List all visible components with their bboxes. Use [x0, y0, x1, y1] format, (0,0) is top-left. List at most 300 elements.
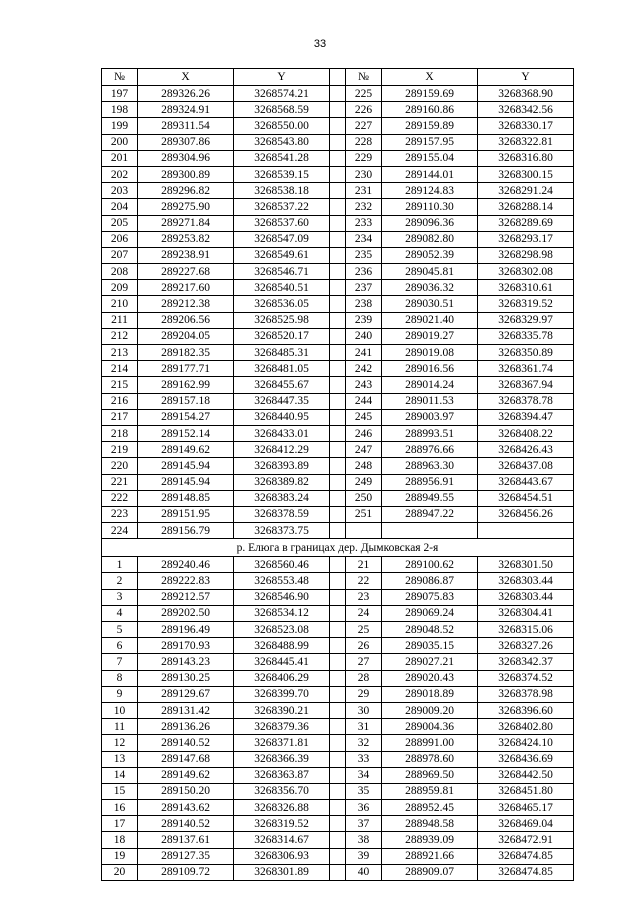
x-coordinate: 289204.05 [138, 328, 234, 344]
x-coordinate [382, 523, 478, 539]
point-number: 209 [102, 280, 138, 296]
y-coordinate: 3268371.81 [234, 735, 330, 751]
y-coordinate: 3268329.97 [478, 312, 574, 328]
x-coordinate: 288969.50 [382, 767, 478, 783]
x-coordinate: 289129.67 [138, 686, 234, 702]
table-row [102, 361, 574, 377]
point-number: 247 [346, 442, 382, 458]
y-coordinate: 3268560.46 [234, 557, 330, 573]
point-number: 233 [346, 215, 382, 231]
y-coordinate: 3268363.87 [234, 767, 330, 783]
y-coordinate: 3268301.89 [234, 864, 330, 880]
point-number: 219 [102, 442, 138, 458]
page-number: 33 [313, 38, 327, 50]
x-coordinate: 288978.60 [382, 751, 478, 767]
column-gap [330, 442, 346, 458]
x-coordinate: 289030.51 [382, 296, 478, 312]
point-number: 214 [102, 361, 138, 377]
y-coordinate: 3268304.41 [478, 605, 574, 621]
point-number: 30 [346, 702, 382, 718]
point-number: 4 [102, 605, 138, 621]
table-row [102, 328, 574, 344]
column-gap [330, 231, 346, 247]
y-coordinate: 3268550.00 [234, 118, 330, 134]
x-coordinate: 289082.80 [382, 231, 478, 247]
y-coordinate: 3268373.75 [234, 523, 330, 539]
x-coordinate: 289159.89 [382, 118, 478, 134]
x-coordinate: 289143.23 [138, 654, 234, 670]
point-number: 37 [346, 816, 382, 832]
x-coordinate: 289019.08 [382, 345, 478, 361]
y-coordinate: 3268543.80 [234, 134, 330, 150]
column-gap [330, 458, 346, 474]
x-coordinate: 289311.54 [138, 118, 234, 134]
x-coordinate: 289326.26 [138, 86, 234, 102]
point-number: 3 [102, 589, 138, 605]
point-number: 232 [346, 199, 382, 215]
y-coordinate: 3268488.99 [234, 638, 330, 654]
y-coordinate: 3268335.78 [478, 328, 574, 344]
y-coordinate: 3268525.98 [234, 312, 330, 328]
x-coordinate: 289196.49 [138, 622, 234, 638]
table-row [102, 864, 574, 880]
x-coordinate: 289182.35 [138, 345, 234, 361]
point-number: 197 [102, 86, 138, 102]
y-coordinate: 3268472.91 [478, 832, 574, 848]
column-gap [330, 296, 346, 312]
point-number: 217 [102, 409, 138, 425]
point-number: 242 [346, 361, 382, 377]
x-coordinate: 289144.01 [382, 166, 478, 182]
x-coordinate: 289177.71 [138, 361, 234, 377]
y-coordinate: 3268406.29 [234, 670, 330, 686]
x-coordinate: 289170.93 [138, 638, 234, 654]
x-coordinate: 289136.26 [138, 719, 234, 735]
point-number: 29 [346, 686, 382, 702]
point-number: 33 [346, 751, 382, 767]
y-coordinate: 3268315.06 [478, 622, 574, 638]
point-number: 18 [102, 832, 138, 848]
x-coordinate: 289124.83 [382, 183, 478, 199]
y-coordinate: 3268378.78 [478, 393, 574, 409]
y-coordinate: 3268443.67 [478, 474, 574, 490]
x-coordinate: 289109.72 [138, 864, 234, 880]
x-coordinate: 289217.60 [138, 280, 234, 296]
column-gap [330, 134, 346, 150]
table-row [102, 166, 574, 182]
table-row [102, 670, 574, 686]
point-number: 14 [102, 767, 138, 783]
table-row [102, 231, 574, 247]
header-y-left: Y [234, 69, 330, 86]
column-gap [330, 361, 346, 377]
point-number: 198 [102, 102, 138, 118]
point-number: 203 [102, 183, 138, 199]
point-number: 36 [346, 800, 382, 816]
y-coordinate: 3268367.94 [478, 377, 574, 393]
x-coordinate: 289100.62 [382, 557, 478, 573]
column-gap [330, 589, 346, 605]
table-row [102, 102, 574, 118]
y-coordinate: 3268481.05 [234, 361, 330, 377]
column-gap [330, 523, 346, 539]
x-coordinate: 289157.18 [138, 393, 234, 409]
table-row [102, 425, 574, 441]
x-coordinate: 289157.95 [382, 134, 478, 150]
x-coordinate: 289140.52 [138, 816, 234, 832]
y-coordinate: 3268442.50 [478, 767, 574, 783]
point-number: 21 [346, 557, 382, 573]
x-coordinate: 289324.91 [138, 102, 234, 118]
x-coordinate: 288959.81 [382, 783, 478, 799]
x-coordinate: 289154.27 [138, 409, 234, 425]
x-coordinate: 289271.84 [138, 215, 234, 231]
column-gap [330, 86, 346, 102]
x-coordinate: 288949.55 [382, 490, 478, 506]
point-number: 39 [346, 848, 382, 864]
table-row [102, 654, 574, 670]
table-row [102, 280, 574, 296]
header-num-right: № [346, 69, 382, 86]
point-number: 211 [102, 312, 138, 328]
y-coordinate: 3268523.08 [234, 622, 330, 638]
column-gap [330, 69, 346, 86]
y-coordinate: 3268451.80 [478, 783, 574, 799]
point-number: 250 [346, 490, 382, 506]
column-gap [330, 118, 346, 134]
x-coordinate: 289300.89 [138, 166, 234, 182]
y-coordinate: 3268455.67 [234, 377, 330, 393]
point-number: 25 [346, 622, 382, 638]
y-coordinate: 3268301.50 [478, 557, 574, 573]
y-coordinate: 3268399.70 [234, 686, 330, 702]
point-number: 40 [346, 864, 382, 880]
x-coordinate: 289048.52 [382, 622, 478, 638]
point-number: 213 [102, 345, 138, 361]
point-number: 202 [102, 166, 138, 182]
point-number: 35 [346, 783, 382, 799]
x-coordinate: 289145.94 [138, 458, 234, 474]
x-coordinate: 289149.62 [138, 442, 234, 458]
y-coordinate: 3268303.44 [478, 573, 574, 589]
point-number: 5 [102, 622, 138, 638]
point-number: 243 [346, 377, 382, 393]
column-gap [330, 654, 346, 670]
x-coordinate: 289036.32 [382, 280, 478, 296]
y-coordinate: 3268539.15 [234, 166, 330, 182]
point-number: 234 [346, 231, 382, 247]
x-coordinate: 289140.52 [138, 735, 234, 751]
y-coordinate: 3268389.82 [234, 474, 330, 490]
point-number: 13 [102, 751, 138, 767]
x-coordinate: 288963.30 [382, 458, 478, 474]
y-coordinate: 3268288.14 [478, 199, 574, 215]
header-y-right: Y [478, 69, 574, 86]
coordinates-table [101, 68, 574, 881]
table-row [102, 557, 574, 573]
column-gap [330, 557, 346, 573]
y-coordinate: 3268568.59 [234, 102, 330, 118]
column-gap [330, 686, 346, 702]
x-coordinate: 288948.58 [382, 816, 478, 832]
table-row [102, 345, 574, 361]
column-gap [330, 425, 346, 441]
x-coordinate: 289160.86 [382, 102, 478, 118]
x-coordinate: 289240.46 [138, 557, 234, 573]
y-coordinate: 3268356.70 [234, 783, 330, 799]
table-row [102, 393, 574, 409]
y-coordinate: 3268302.08 [478, 264, 574, 280]
column-gap [330, 832, 346, 848]
point-number [346, 523, 382, 539]
column-gap [330, 102, 346, 118]
point-number: 229 [346, 150, 382, 166]
column-gap [330, 735, 346, 751]
table-row [102, 134, 574, 150]
y-coordinate: 3268426.43 [478, 442, 574, 458]
point-number: 27 [346, 654, 382, 670]
column-gap [330, 848, 346, 864]
x-coordinate: 288991.00 [382, 735, 478, 751]
point-number: 34 [346, 767, 382, 783]
point-number: 28 [346, 670, 382, 686]
y-coordinate: 3268553.48 [234, 573, 330, 589]
table-row [102, 783, 574, 799]
column-gap [330, 864, 346, 880]
x-coordinate: 289021.40 [382, 312, 478, 328]
x-coordinate: 289155.04 [382, 150, 478, 166]
point-number: 204 [102, 199, 138, 215]
table-row [102, 312, 574, 328]
x-coordinate: 289069.24 [382, 605, 478, 621]
y-coordinate: 3268374.52 [478, 670, 574, 686]
point-number: 226 [346, 102, 382, 118]
x-coordinate: 289212.57 [138, 589, 234, 605]
table-row [102, 247, 574, 263]
column-gap [330, 280, 346, 296]
point-number: 215 [102, 377, 138, 393]
section-row [102, 539, 574, 557]
column-gap [330, 490, 346, 506]
y-coordinate: 3268314.67 [234, 832, 330, 848]
point-number: 224 [102, 523, 138, 539]
table-row [102, 622, 574, 638]
x-coordinate: 289275.90 [138, 199, 234, 215]
y-coordinate: 3268547.09 [234, 231, 330, 247]
y-coordinate: 3268378.98 [478, 686, 574, 702]
x-coordinate: 289152.14 [138, 425, 234, 441]
point-number: 23 [346, 589, 382, 605]
point-number: 201 [102, 150, 138, 166]
point-number: 208 [102, 264, 138, 280]
table-row [102, 719, 574, 735]
x-coordinate: 289150.20 [138, 783, 234, 799]
point-number: 212 [102, 328, 138, 344]
x-coordinate: 289086.87 [382, 573, 478, 589]
y-coordinate: 3268485.31 [234, 345, 330, 361]
point-number: 205 [102, 215, 138, 231]
x-coordinate: 289011.53 [382, 393, 478, 409]
point-number: 244 [346, 393, 382, 409]
point-number: 245 [346, 409, 382, 425]
y-coordinate: 3268456.26 [478, 506, 574, 522]
table-row [102, 458, 574, 474]
y-coordinate: 3268424.10 [478, 735, 574, 751]
y-coordinate: 3268474.85 [478, 848, 574, 864]
x-coordinate: 289130.25 [138, 670, 234, 686]
y-coordinate: 3268319.52 [478, 296, 574, 312]
y-coordinate: 3268540.51 [234, 280, 330, 296]
x-coordinate: 289018.89 [382, 686, 478, 702]
table-row [102, 215, 574, 231]
point-number: 216 [102, 393, 138, 409]
header-x-left: X [138, 69, 234, 86]
y-coordinate: 3268454.51 [478, 490, 574, 506]
column-gap [330, 377, 346, 393]
y-coordinate: 3268537.22 [234, 199, 330, 215]
y-coordinate: 3268300.15 [478, 166, 574, 182]
y-coordinate: 3268306.93 [234, 848, 330, 864]
table-row [102, 573, 574, 589]
y-coordinate: 3268469.04 [478, 816, 574, 832]
y-coordinate [478, 523, 574, 539]
y-coordinate: 3268394.47 [478, 409, 574, 425]
column-gap [330, 605, 346, 621]
x-coordinate: 289227.68 [138, 264, 234, 280]
point-number: 249 [346, 474, 382, 490]
column-gap [330, 247, 346, 263]
x-coordinate: 289149.62 [138, 767, 234, 783]
y-coordinate: 3268342.37 [478, 654, 574, 670]
point-number: 228 [346, 134, 382, 150]
table-row [102, 264, 574, 280]
y-coordinate: 3268361.74 [478, 361, 574, 377]
y-coordinate: 3268310.61 [478, 280, 574, 296]
table-row [102, 377, 574, 393]
y-coordinate: 3268368.90 [478, 86, 574, 102]
table-row [102, 832, 574, 848]
x-coordinate: 289137.61 [138, 832, 234, 848]
point-number: 15 [102, 783, 138, 799]
column-gap [330, 800, 346, 816]
table-row [102, 800, 574, 816]
table-row [102, 702, 574, 718]
y-coordinate: 3268445.41 [234, 654, 330, 670]
x-coordinate: 289052.39 [382, 247, 478, 263]
table-row [102, 442, 574, 458]
point-number: 210 [102, 296, 138, 312]
y-coordinate: 3268322.81 [478, 134, 574, 150]
x-coordinate: 289156.79 [138, 523, 234, 539]
x-coordinate: 289162.99 [138, 377, 234, 393]
y-coordinate: 3268541.28 [234, 150, 330, 166]
y-coordinate: 3268436.69 [478, 751, 574, 767]
x-coordinate: 289238.91 [138, 247, 234, 263]
y-coordinate: 3268383.24 [234, 490, 330, 506]
column-gap [330, 183, 346, 199]
point-number: 32 [346, 735, 382, 751]
x-coordinate: 289096.36 [382, 215, 478, 231]
point-number: 38 [346, 832, 382, 848]
y-coordinate: 3268327.26 [478, 638, 574, 654]
table-row [102, 490, 574, 506]
section-title: р. Елюга в границах дер. Дымковская 2-я [102, 539, 574, 557]
column-gap [330, 816, 346, 832]
point-number: 222 [102, 490, 138, 506]
column-gap [330, 702, 346, 718]
point-number: 2 [102, 573, 138, 589]
lower-rows [102, 557, 574, 881]
x-coordinate: 288956.91 [382, 474, 478, 490]
y-coordinate: 3268291.24 [478, 183, 574, 199]
y-coordinate: 3268402.80 [478, 719, 574, 735]
x-coordinate: 288939.09 [382, 832, 478, 848]
table-row [102, 735, 574, 751]
point-number: 240 [346, 328, 382, 344]
x-coordinate: 288921.66 [382, 848, 478, 864]
y-coordinate: 3268378.59 [234, 506, 330, 522]
y-coordinate: 3268396.60 [478, 702, 574, 718]
y-coordinate: 3268546.71 [234, 264, 330, 280]
column-gap [330, 506, 346, 522]
point-number: 248 [346, 458, 382, 474]
x-coordinate: 289075.83 [382, 589, 478, 605]
table-row [102, 296, 574, 312]
point-number: 199 [102, 118, 138, 134]
y-coordinate: 3268316.80 [478, 150, 574, 166]
table-row [102, 474, 574, 490]
table-row [102, 523, 574, 539]
table-row [102, 589, 574, 605]
table-row [102, 118, 574, 134]
y-coordinate: 3268379.36 [234, 719, 330, 735]
y-coordinate: 3268303.44 [478, 589, 574, 605]
y-coordinate: 3268537.60 [234, 215, 330, 231]
y-coordinate: 3268408.22 [478, 425, 574, 441]
x-coordinate: 289027.21 [382, 654, 478, 670]
y-coordinate: 3268465.17 [478, 800, 574, 816]
column-gap [330, 670, 346, 686]
y-coordinate: 3268536.05 [234, 296, 330, 312]
x-coordinate: 289206.56 [138, 312, 234, 328]
y-coordinate: 3268437.08 [478, 458, 574, 474]
x-coordinate: 289304.96 [138, 150, 234, 166]
point-number: 9 [102, 686, 138, 702]
x-coordinate: 289016.56 [382, 361, 478, 377]
header-x-right: X [382, 69, 478, 86]
point-number: 19 [102, 848, 138, 864]
y-coordinate: 3268319.52 [234, 816, 330, 832]
y-coordinate: 3268534.12 [234, 605, 330, 621]
y-coordinate: 3268412.29 [234, 442, 330, 458]
point-number: 24 [346, 605, 382, 621]
table-row [102, 686, 574, 702]
column-gap [330, 767, 346, 783]
x-coordinate: 289143.62 [138, 800, 234, 816]
y-coordinate: 3268546.90 [234, 589, 330, 605]
point-number: 10 [102, 702, 138, 718]
column-gap [330, 409, 346, 425]
point-number: 235 [346, 247, 382, 263]
point-number: 31 [346, 719, 382, 735]
y-coordinate: 3268520.17 [234, 328, 330, 344]
column-gap [330, 751, 346, 767]
y-coordinate: 3268350.89 [478, 345, 574, 361]
column-gap [330, 573, 346, 589]
point-number: 251 [346, 506, 382, 522]
point-number: 239 [346, 312, 382, 328]
column-gap [330, 393, 346, 409]
